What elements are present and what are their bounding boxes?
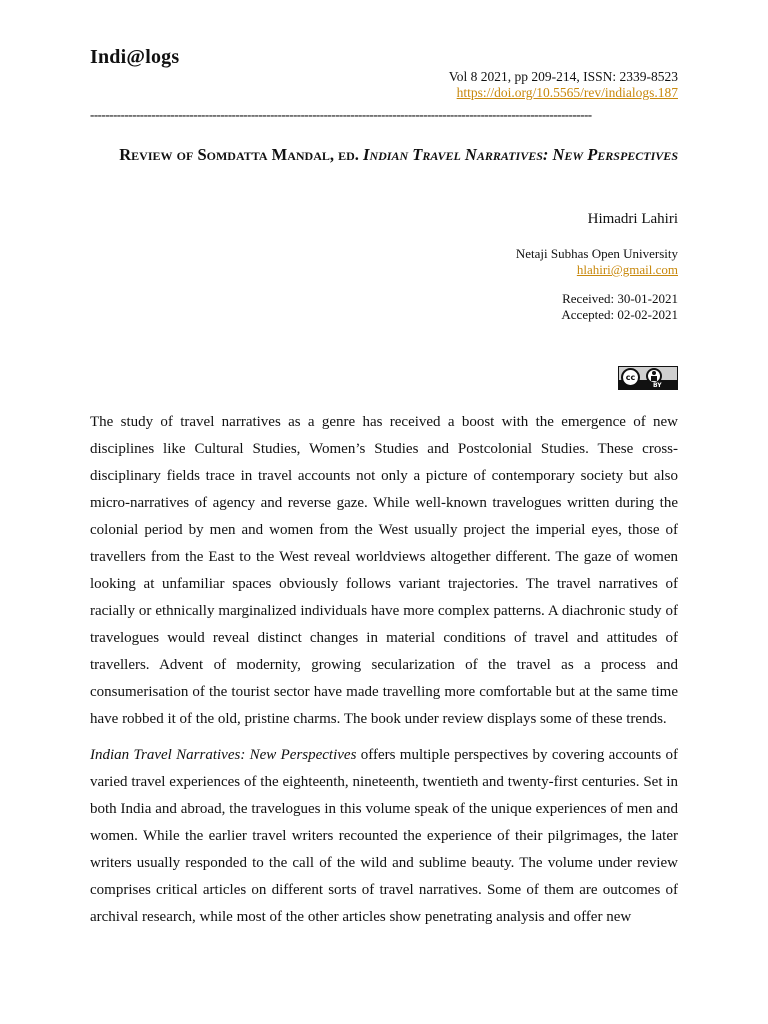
author-name: Himadri Lahiri: [587, 211, 678, 227]
article-title: [118, 144, 678, 166]
title-lead: Review of Somdatta Mandal, ed.: [119, 145, 359, 164]
received-date: Received: 30-01-2021: [562, 291, 678, 306]
paragraph-2-text: offers multiple perspectives by covering accounts of varied travel experiences of the eighteenth, nineteenth, twentieth and twenty-first centuries. Set in both India and abroad, the travelogues in this volume speak of the unique experiences of men and women. While the earlier travel writers recounted the experience of their pilgrimages, the later writers usually responded to the call of the wild and sublime beauty. The volume under review comprises critical articles on different sorts of travel narratives. Some of them are outcomes of archival research, while most of the other articles show penetrating analysis and offer new: [90, 747, 678, 925]
journal-name: Indi@logs: [90, 46, 180, 68]
paragraph-2: [90, 742, 678, 931]
submission-dates: [561, 291, 678, 323]
accepted-date: Accepted: 02-02-2021: [561, 307, 678, 322]
article-meta: [449, 69, 678, 101]
header-divider: -----------------------------------------------------------------------------------------------------------------------------------: [90, 109, 592, 121]
paragraph-1: The study of travel narratives as a genre has received a boost with the emergence of new disciplines like Cultural Studies, Women’s Studies and Postcolonial Studies. These cross-disciplinary fields trace in travel accounts not only a picture of contemporary society but also micro-narratives of agency and reverse gaze. While well-known travelogues written during the colonial period by men and women from the West usually project the imperial eyes, those of travellers from the East to the West reveal worldviews altogether different. The gaze of women looking at unfamiliar spaces obviously follows variant trajectories. The travel narratives of racially or ethnically marginalized individuals have more complex patterns. A diachronic study of travelogues would reveal distinct changes in material conditions of travel and attitudes of travellers. Advent of modernity, growing secularization of the travel as a process and consumerisation of the tourist sector have made travelling more comfortable but at the same time have robbed it of the old, pristine charms. The book under review displays some of these trends.: [90, 414, 678, 727]
volume-info: Vol 8 2021, pp 209-214, ISSN: 2339-8523: [448, 69, 678, 84]
author-affiliation-block: [516, 246, 678, 278]
article-body: [90, 409, 678, 940]
title-book: Indian Travel Narratives: New Perspectives: [363, 145, 678, 164]
cc-by-icon[interactable]: [618, 366, 678, 390]
paragraph-2-book-title: Indian Travel Narratives: New Perspectives: [90, 747, 357, 763]
author-email-link[interactable]: hlahiri@gmail.com: [576, 262, 678, 277]
cc-by-label: BY: [653, 382, 662, 389]
doi-link[interactable]: https://doi.org/10.5565/rev/indialogs.187: [456, 85, 678, 100]
affiliation: Netaji Subhas Open University: [515, 246, 678, 261]
cc-circle-icon: cc: [621, 368, 640, 387]
